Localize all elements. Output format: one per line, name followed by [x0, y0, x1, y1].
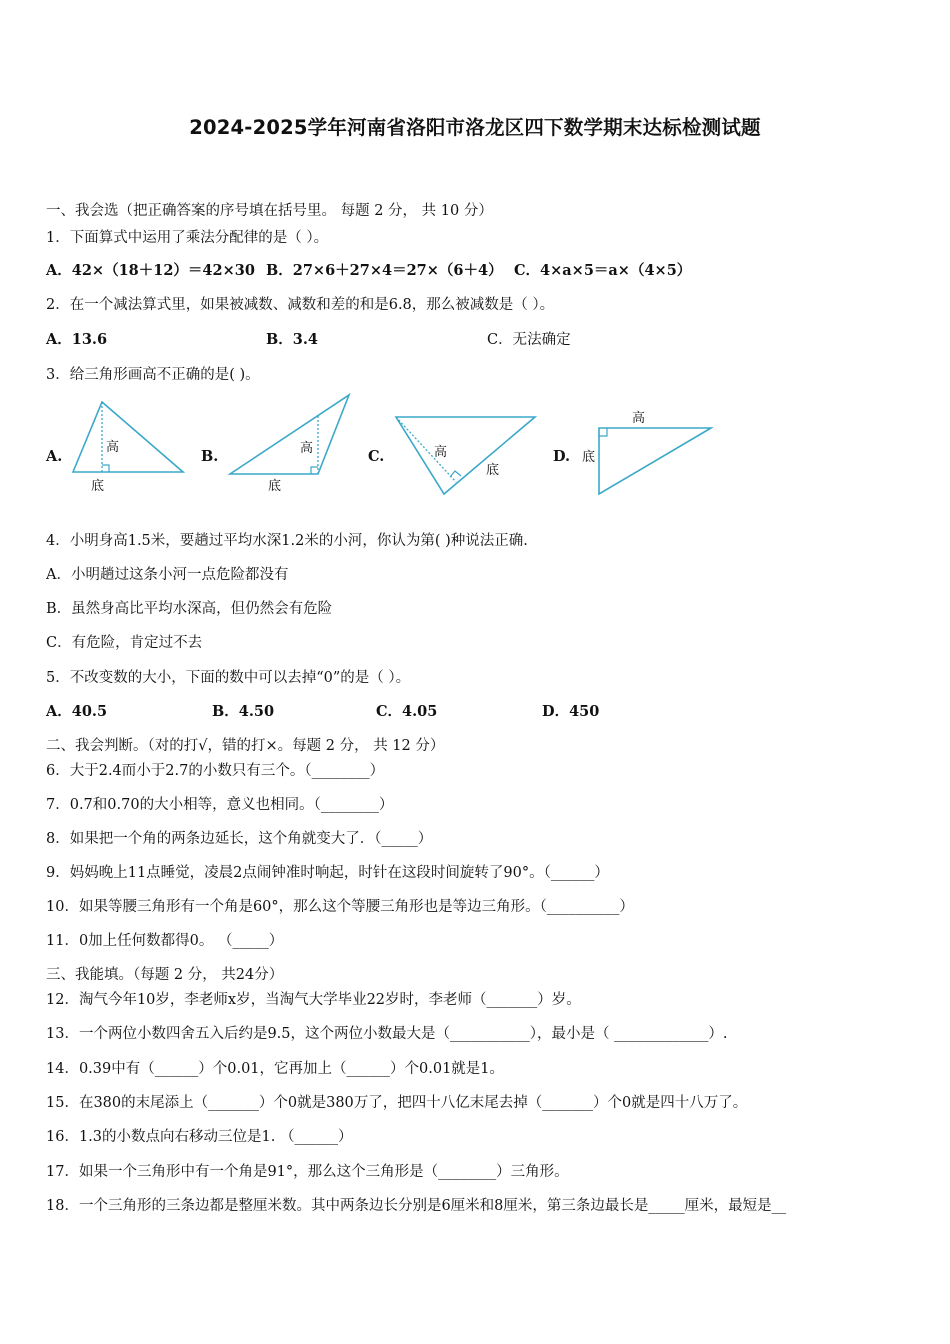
question-4-option-a: A．小明趟过这条小河一点危险都没有	[46, 567, 289, 583]
triangle-figure-d	[599, 428, 711, 494]
question-5-option-c: C．4.05	[376, 703, 438, 720]
figure-c-base-label: 底	[486, 463, 500, 478]
question-6: 6．大于2.4而小于2.7的小数只有三个。（________）	[46, 763, 385, 779]
question-9: 9．妈妈晚上11点睡觉，凌晨2点闹钟准时响起，时针在这段时间旋转了90°。（______）	[46, 865, 609, 881]
question-2-option-b: B．3.4	[266, 331, 318, 348]
question-17: 17．如果一个三角形中有一个角是91°，那么这个三角形是（________）三角形。	[46, 1164, 569, 1180]
question-13: 13．一个两位小数四舍五入后约是9.5，这个两位小数最大是（___________），最小是（ _____________）.	[46, 1026, 728, 1042]
question-15: 15．在380的末尾添上（_______）个0就是380万了，把四十八亿末尾去掉（_______）个0就是四十八万了。	[46, 1095, 748, 1111]
section-2-heading: 二、我会判断。（对的打√，错的打×。每题 2 分， 共 12 分）	[46, 738, 445, 754]
question-11: 11．0加上任何数都得0。 （_____）	[46, 933, 284, 949]
question-4-stem: 4．小明身高1.5米，要趟过平均水深1.2米的小河，你认为第( )种说法正确.	[46, 533, 528, 549]
question-2-stem: 2．在一个减法算式里，如果被减数、减数和差的和是6.8，那么被减数是（ ）。	[46, 297, 555, 313]
question-2-option-a: A．13.6	[46, 331, 108, 348]
question-1-option-b: B．27×6＋27×4＝27×（6＋4）	[266, 262, 503, 279]
question-3-option-c-label: C.	[368, 448, 385, 465]
question-4-option-b: B．虽然身高比平均水深高，但仍然会有危险	[46, 601, 333, 617]
question-2-option-c: C．无法确定	[487, 332, 571, 348]
figure-b-height-label: 高	[300, 441, 314, 456]
figure-d-base-label: 底	[582, 450, 596, 465]
triangle-figure-b	[230, 395, 349, 474]
figure-c-height-label: 高	[434, 445, 448, 460]
question-3-option-b-label: B.	[201, 448, 219, 465]
section-1-heading: 一、我会选（把正确答案的序号填在括号里。 每题 2 分， 共 10 分）	[46, 203, 493, 219]
question-3-stem: 3．给三角形画高不正确的是( )。	[46, 367, 260, 383]
page-title: 2024-2025学年河南省洛阳市洛龙区四下数学期末达标检测试题	[189, 116, 761, 139]
question-8: 8．如果把一个角的两条边延长，这个角就变大了．（_____）	[46, 831, 433, 847]
question-14: 14．0.39中有（______）个0.01，它再加上（______）个0.01就是1。	[46, 1061, 505, 1077]
question-7: 7．0.7和0.70的大小相等，意义也相同。（________）	[46, 797, 394, 813]
question-1-stem: 1．下面算式中运用了乘法分配律的是（ ）。	[46, 230, 329, 246]
question-3-option-d-label: D.	[553, 448, 571, 465]
question-1-option-c: C．4×a×5＝a×（4×5）	[514, 262, 692, 279]
question-10: 10．如果等腰三角形有一个角是60°，那么这个等腰三角形也是等边三角形。（__________）	[46, 899, 634, 915]
question-18: 18．一个三角形的三条边都是整厘米数。其中两条边长分别是6厘米和8厘米，第三条边最长是_____厘米，最短是__	[46, 1198, 787, 1214]
question-3-option-a-label: A.	[46, 448, 63, 465]
figure-a-base-label: 底	[91, 479, 105, 494]
figure-a-height-label: 高	[106, 440, 120, 455]
figure-b-base-label: 底	[268, 479, 282, 494]
section-3-heading: 三、我能填。（每题 2 分， 共24分）	[46, 967, 284, 983]
question-1-option-a: A．42×（18＋12）＝42×30	[46, 262, 255, 279]
question-5-option-b: B．4.50	[212, 703, 275, 720]
question-4-option-c: C．有危险，肯定过不去	[46, 635, 203, 651]
question-5-stem: 5．不改变数的大小，下面的数中可以去掉“0”的是（ ）。	[46, 670, 411, 686]
triangle-figure-c	[396, 417, 535, 494]
question-16: 16．1.3的小数点向右移动三位是1. （______）	[46, 1129, 353, 1145]
figure-d-height-label: 高	[632, 411, 646, 426]
question-12: 12．淘气今年10岁，李老师x岁，当淘气大学毕业22岁时，李老师（_______）岁。	[46, 992, 581, 1008]
triangle-figure-a	[73, 402, 183, 472]
question-5-option-a: A．40.5	[46, 703, 108, 720]
question-5-option-d: D．450	[542, 703, 600, 720]
